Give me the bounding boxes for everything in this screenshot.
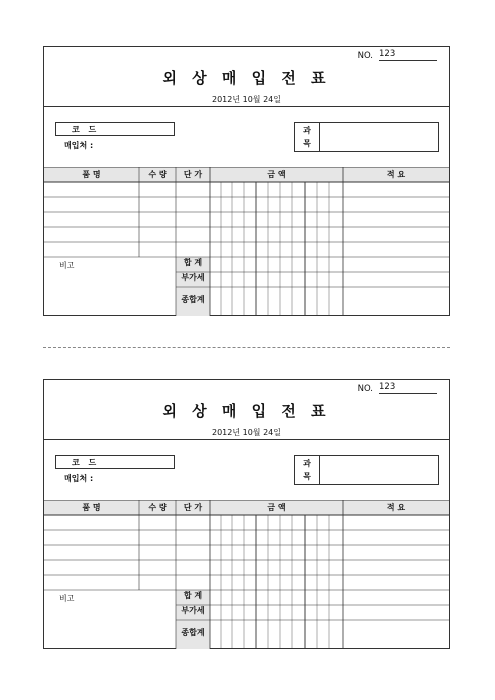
- voucher-slip-1: [43, 46, 450, 316]
- slip-title: 외 상 매 입 전 표: [162, 402, 331, 420]
- account-label-top: 과: [303, 459, 311, 468]
- sum-grand-label: 종합계: [181, 295, 205, 304]
- slip-date: 2012년 10월 24일: [212, 428, 281, 437]
- header-divider: [44, 439, 449, 440]
- slip-number-value: 123: [379, 49, 437, 61]
- slip-number-label: NO.: [357, 384, 373, 394]
- col-header-price: 단 가: [183, 503, 203, 512]
- col-header-amount: 금 액: [267, 170, 286, 179]
- item-grid-lines: [44, 500, 449, 649]
- item-grid: [44, 500, 449, 649]
- col-header-note: 적 요: [386, 503, 406, 512]
- cut-line: [43, 347, 450, 348]
- col-header-item: 품 명: [82, 170, 101, 179]
- remarks-label: 비고: [59, 261, 75, 270]
- slip-title: 외 상 매 입 전 표: [162, 69, 331, 87]
- account-box[interactable]: [294, 455, 439, 485]
- account-label-bottom: 목: [303, 139, 311, 148]
- slip-date: 2012년 10월 24일: [212, 95, 281, 104]
- account-label: [295, 123, 320, 151]
- sum-vat-label: 부가세: [181, 273, 205, 282]
- sum-total-label: 합 계: [183, 591, 203, 600]
- col-header-qty: 수 량: [148, 170, 167, 179]
- header-divider: [44, 106, 449, 107]
- sum-total-label: 합 계: [183, 258, 203, 267]
- sum-grand-label: 종합계: [181, 628, 205, 637]
- vendor-label: 매입처 :: [64, 141, 94, 150]
- code-field[interactable]: 코 드: [55, 455, 175, 469]
- account-label-bottom: 목: [303, 472, 311, 481]
- col-header-amount: 금 액: [267, 503, 286, 512]
- voucher-slip-2: [43, 379, 450, 649]
- slip-number: [358, 382, 437, 394]
- item-grid-lines: [44, 167, 449, 316]
- account-label: [295, 456, 320, 484]
- col-header-item: 품 명: [82, 503, 101, 512]
- col-header-note: 적 요: [386, 170, 406, 179]
- code-field[interactable]: 코 드: [55, 122, 175, 136]
- col-header-price: 단 가: [183, 170, 203, 179]
- account-box[interactable]: [294, 122, 439, 152]
- col-header-qty: 수 량: [148, 503, 167, 512]
- account-label-top: 과: [303, 126, 311, 135]
- slip-number: [358, 49, 437, 61]
- item-grid: [44, 167, 449, 316]
- vendor-label: 매입처 :: [64, 474, 94, 483]
- remarks-label: 비고: [59, 594, 75, 603]
- slip-number-value: 123: [379, 382, 437, 394]
- slip-number-label: NO.: [357, 51, 373, 61]
- sum-vat-label: 부가세: [181, 606, 205, 615]
